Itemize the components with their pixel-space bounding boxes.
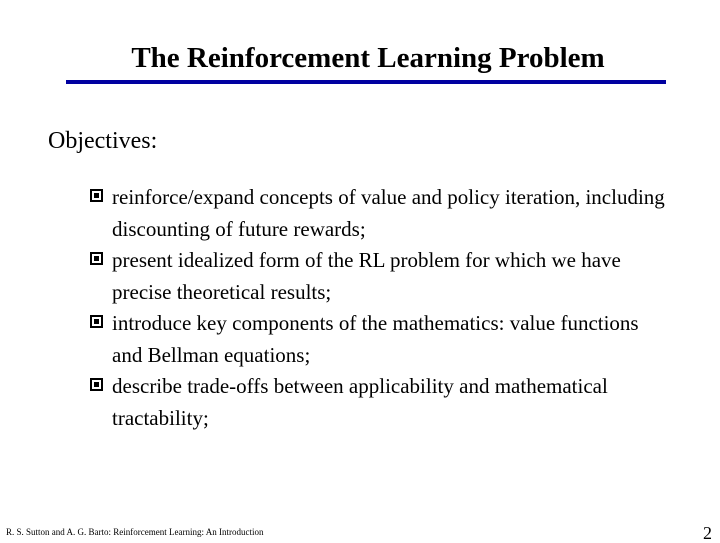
objective-item [90, 308, 670, 371]
checkbox-bullet-icon [90, 189, 103, 202]
footer-credit: R. S. Sutton and A. G. Barto: Reinforcement Learning: An Introduction [6, 527, 264, 537]
checkbox-bullet-icon [90, 315, 103, 328]
objective-text: reinforce/expand concepts of value and policy iteration, including discounting of future rewards; [112, 185, 665, 241]
title-underline [66, 80, 666, 84]
objectives-list [90, 182, 670, 434]
slide-title: The Reinforcement Learning Problem [131, 42, 605, 74]
checkbox-bullet-icon [90, 378, 103, 391]
objective-item [90, 371, 670, 434]
objective-text: present idealized form of the RL problem for which we have precise theoretical results; [112, 248, 621, 304]
page-number: 2 [703, 523, 712, 543]
objective-item [90, 245, 670, 308]
checkbox-bullet-icon [90, 252, 103, 265]
objective-item [90, 182, 670, 245]
objectives-heading: Objectives: [48, 128, 158, 154]
objective-text: describe trade-offs between applicability and mathematical tractability; [112, 374, 608, 430]
objective-text: introduce key components of the mathematics: value functions and Bellman equations; [112, 311, 639, 367]
